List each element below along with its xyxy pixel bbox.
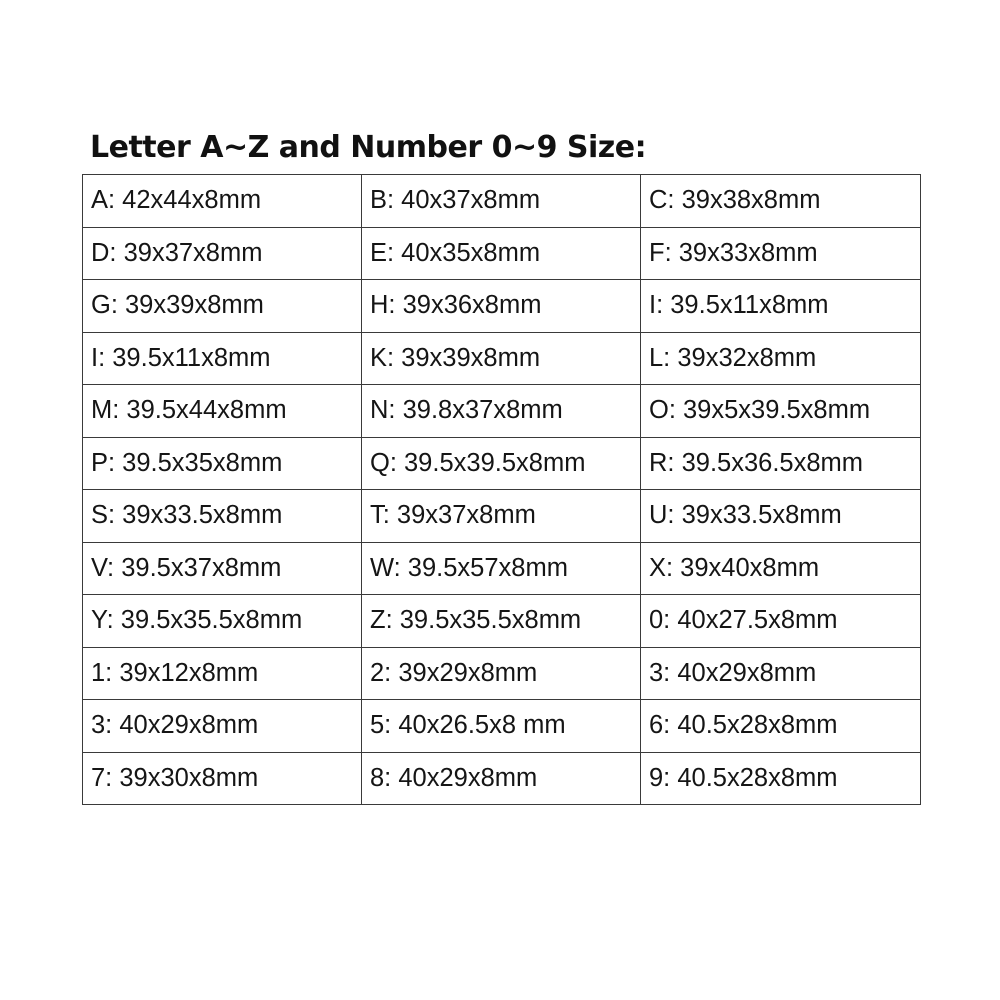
table-cell: H: 39x36x8mm — [362, 280, 641, 333]
table-row — [83, 752, 921, 805]
table-cell: I: 39.5x11x8mm — [641, 280, 921, 333]
table-cell: M: 39.5x44x8mm — [83, 385, 362, 438]
table-row — [83, 647, 921, 700]
table-row — [83, 227, 921, 280]
table-row — [83, 437, 921, 490]
size-table-body — [83, 175, 921, 805]
table-cell: R: 39.5x36.5x8mm — [641, 437, 921, 490]
table-cell: 0: 40x27.5x8mm — [641, 595, 921, 648]
table-cell: S: 39x33.5x8mm — [83, 490, 362, 543]
table-cell: T: 39x37x8mm — [362, 490, 641, 543]
table-cell: E: 40x35x8mm — [362, 227, 641, 280]
table-cell: K: 39x39x8mm — [362, 332, 641, 385]
table-cell: 3: 40x29x8mm — [83, 700, 362, 753]
table-cell: V: 39.5x37x8mm — [83, 542, 362, 595]
table-cell: 9: 40.5x28x8mm — [641, 752, 921, 805]
table-cell: U: 39x33.5x8mm — [641, 490, 921, 543]
table-row — [83, 595, 921, 648]
table-cell: Z: 39.5x35.5x8mm — [362, 595, 641, 648]
table-row — [83, 385, 921, 438]
table-cell: 3: 40x29x8mm — [641, 647, 921, 700]
table-row — [83, 490, 921, 543]
table-cell: O: 39x5x39.5x8mm — [641, 385, 921, 438]
table-cell: Y: 39.5x35.5x8mm — [83, 595, 362, 648]
table-cell: 7: 39x30x8mm — [83, 752, 362, 805]
table-cell: Q: 39.5x39.5x8mm — [362, 437, 641, 490]
table-row — [83, 542, 921, 595]
table-cell: 6: 40.5x28x8mm — [641, 700, 921, 753]
table-cell: D: 39x37x8mm — [83, 227, 362, 280]
table-row — [83, 700, 921, 753]
table-cell: 1: 39x12x8mm — [83, 647, 362, 700]
table-row — [83, 332, 921, 385]
table-cell: N: 39.8x37x8mm — [362, 385, 641, 438]
page-title: Letter A~Z and Number 0~9 Size: — [90, 130, 647, 165]
table-cell: I: 39.5x11x8mm — [83, 332, 362, 385]
table-row — [83, 280, 921, 333]
table-cell: A: 42x44x8mm — [83, 175, 362, 228]
table-cell: C: 39x38x8mm — [641, 175, 921, 228]
table-cell: 8: 40x29x8mm — [362, 752, 641, 805]
size-table — [82, 174, 921, 805]
table-cell: 2: 39x29x8mm — [362, 647, 641, 700]
table-cell: L: 39x32x8mm — [641, 332, 921, 385]
table-cell: P: 39.5x35x8mm — [83, 437, 362, 490]
table-cell: X: 39x40x8mm — [641, 542, 921, 595]
table-row — [83, 175, 921, 228]
table-cell: G: 39x39x8mm — [83, 280, 362, 333]
table-cell: B: 40x37x8mm — [362, 175, 641, 228]
table-cell: F: 39x33x8mm — [641, 227, 921, 280]
table-cell: W: 39.5x57x8mm — [362, 542, 641, 595]
table-cell: 5: 40x26.5x8 mm — [362, 700, 641, 753]
